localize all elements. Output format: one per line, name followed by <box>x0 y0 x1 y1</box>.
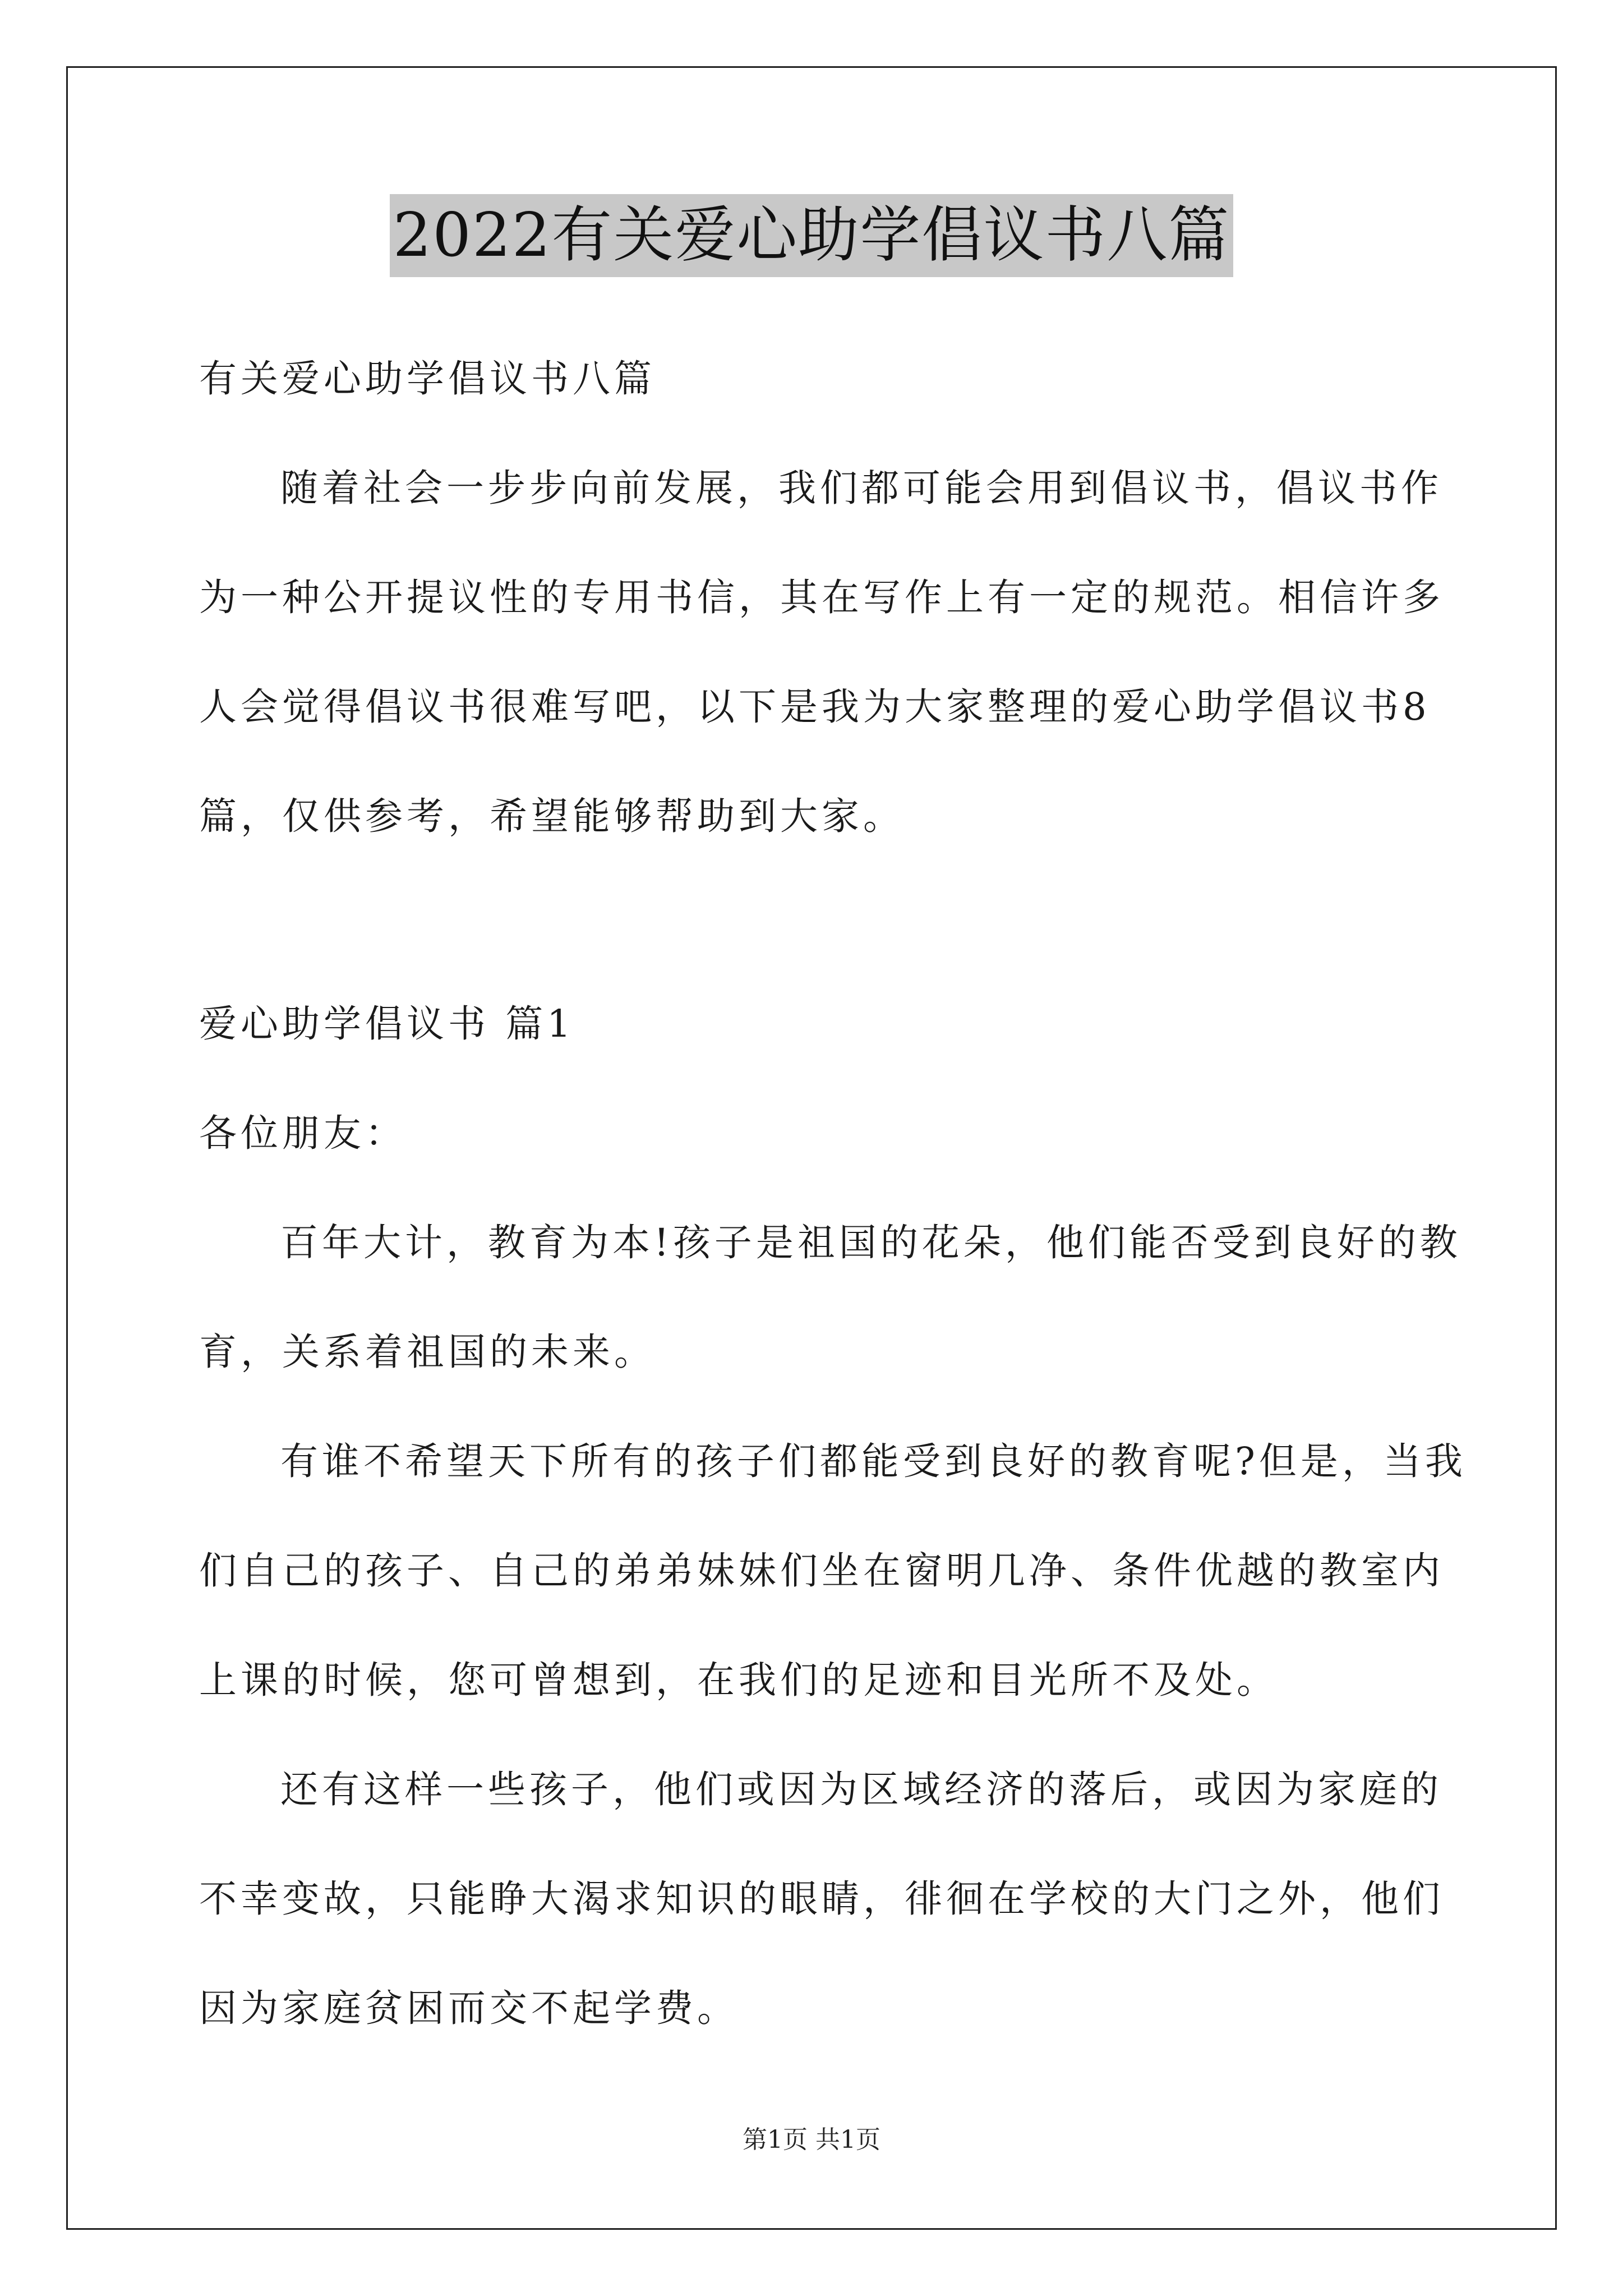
document-title: 2022有关爱心助学倡议书八篇 <box>390 194 1234 277</box>
paragraph-line: 因为家庭贫困而交不起学费。 <box>199 1986 739 2030</box>
intro-line: 篇，仅供参考，希望能够帮助到大家。 <box>199 794 905 838</box>
paragraph-line: 百年大计，教育为本!孩子是祖国的花朵，他们能否受到良好的教 <box>280 1221 1461 1264</box>
salutation: 各位朋友： <box>199 1111 407 1155</box>
document-subtitle: 有关爱心助学倡议书八篇 <box>199 357 656 401</box>
paragraph-line: 还有这样一些孩子，他们或因为区域经济的落后，或因为家庭的 <box>280 1768 1442 1811</box>
paragraph-line: 育，关系着祖国的未来。 <box>199 1330 656 1374</box>
paragraph-line: 不幸变故，只能睁大渴求知识的眼睛，徘徊在学校的大门之外，他们 <box>199 1877 1444 1921</box>
paragraph-line: 上课的时候，您可曾想到，在我们的足迹和目光所不及处。 <box>199 1658 1278 1702</box>
paragraph-line: 们自己的孩子、自己的弟弟妹妹们坐在窗明几净、条件优越的教室内 <box>199 1549 1444 1593</box>
intro-line: 人会觉得倡议书很难写吧，以下是我为大家整理的爱心助学倡议书8 <box>199 685 1431 729</box>
title-container <box>0 194 1623 277</box>
section-heading: 爱心助学倡议书 篇1 <box>199 1002 575 1046</box>
intro-line: 随着社会一步步向前发展，我们都可能会用到倡议书，倡议书作 <box>280 466 1442 510</box>
page-footer: 第1页 共1页 <box>743 2125 880 2154</box>
paragraph-line: 有谁不希望天下所有的孩子们都能受到良好的教育呢?但是，当我 <box>280 1439 1467 1483</box>
intro-line: 为一种公开提议性的专用书信，其在写作上有一定的规范。相信许多 <box>199 576 1444 619</box>
